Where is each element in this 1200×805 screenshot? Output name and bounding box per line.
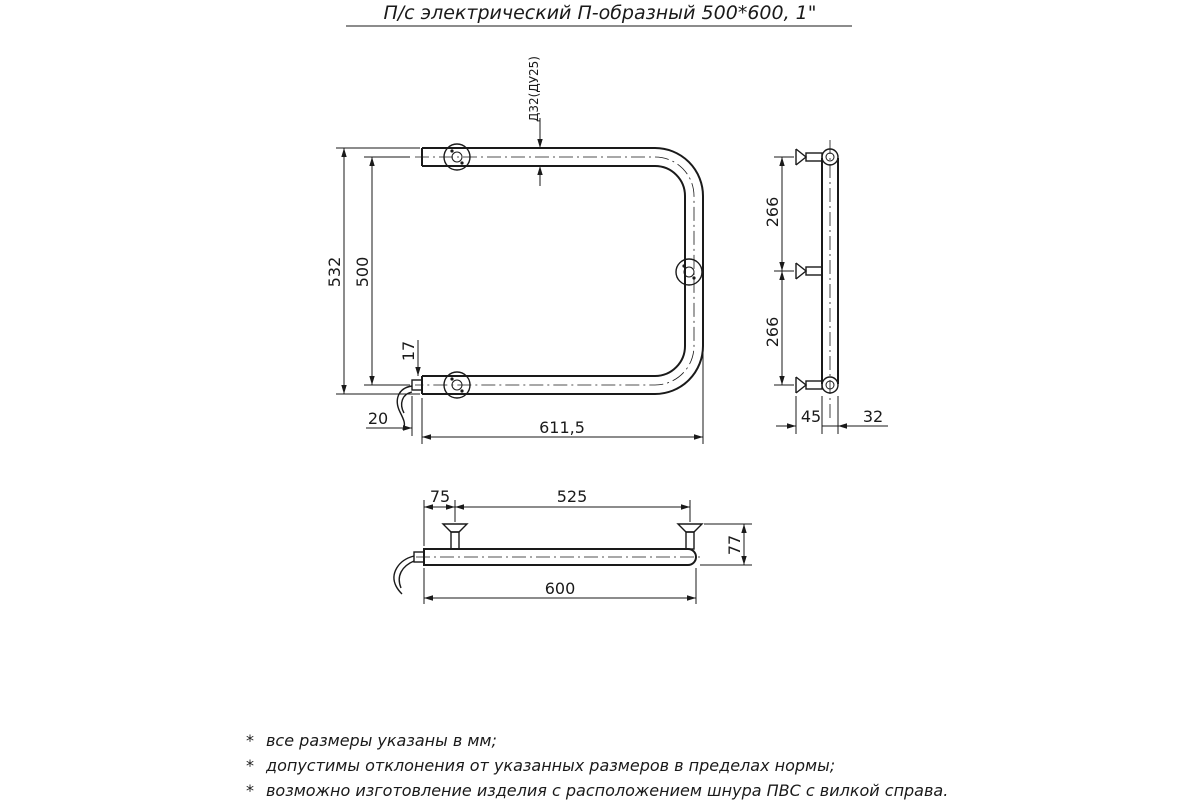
pipe-diameter-label: Д32(ДУ25) xyxy=(527,56,541,122)
dim-bottom-offset: 17 xyxy=(399,340,418,362)
dim-side-pipe: 32 xyxy=(862,407,884,426)
note-text: все размеры указаны в мм; xyxy=(266,731,497,750)
dim-overall-length: 600 xyxy=(544,579,576,598)
dim-overall-width: 611,5 xyxy=(539,418,585,437)
side-mount-bottom xyxy=(796,377,822,393)
top-mount-left xyxy=(443,524,467,549)
side-view xyxy=(763,140,888,434)
dim-top-depth: 77 xyxy=(725,534,744,556)
bracket-right xyxy=(676,259,702,285)
front-view xyxy=(325,56,703,444)
note-item xyxy=(246,755,1186,780)
drawing-title: П/с электрический П-образный 500*600, 1" xyxy=(383,2,817,24)
note-marker: * xyxy=(246,756,254,775)
dim-overall-height: 532 xyxy=(325,256,344,288)
top-view xyxy=(394,487,752,604)
dim-axis-height: 500 xyxy=(353,256,372,288)
dim-left-offset: 75 xyxy=(429,487,451,506)
side-mount-middle xyxy=(796,263,822,279)
dim-side-depth: 45 xyxy=(800,407,822,426)
dim-mount-spacing: 525 xyxy=(556,487,588,506)
notes-list xyxy=(246,730,1186,805)
u-pipe-outer xyxy=(422,148,703,394)
note-marker: * xyxy=(246,781,254,800)
dim-upper-spacing: 266 xyxy=(763,196,782,228)
note-text: допустимы отклонения от указанных размеров в пределах нормы; xyxy=(266,756,836,775)
note-text: возможно изготовление изделия с расположением шнура ПВС с вилкой справа. xyxy=(266,781,949,800)
pipe-axis xyxy=(415,157,694,385)
note-item xyxy=(246,730,1186,755)
note-marker: * xyxy=(246,731,254,750)
u-pipe-inner xyxy=(422,166,685,376)
side-mount-top xyxy=(796,149,822,165)
top-mount-right xyxy=(678,524,702,549)
dim-lower-spacing: 266 xyxy=(763,316,782,348)
dim-cable-offset: 20 xyxy=(367,409,389,428)
note-item xyxy=(246,780,1186,805)
